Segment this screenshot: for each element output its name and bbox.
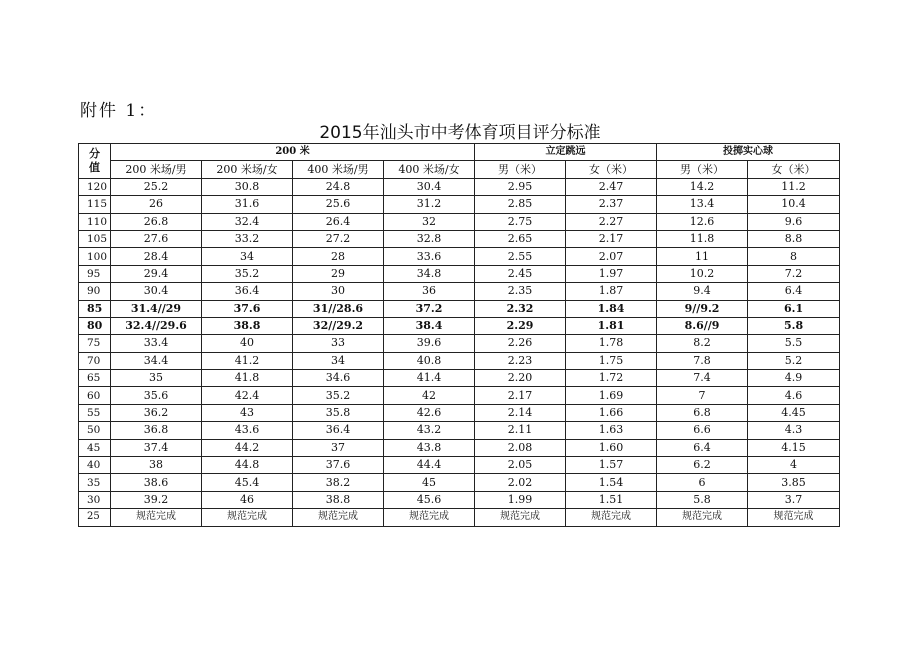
value-cell: 规范完成 <box>384 509 475 526</box>
value-cell: 32 <box>384 213 475 230</box>
table-row <box>79 248 840 265</box>
value-cell: 32.8 <box>384 230 475 247</box>
subheader-ball-male: 男（米） <box>657 161 748 178</box>
value-cell: 6.2 <box>657 457 748 474</box>
table-row <box>79 317 840 334</box>
value-cell: 1.84 <box>566 300 657 317</box>
value-cell: 28.4 <box>111 248 202 265</box>
value-cell: 规范完成 <box>657 509 748 526</box>
value-cell: 28 <box>293 248 384 265</box>
value-cell: 2.65 <box>475 230 566 247</box>
value-cell: 41.8 <box>202 370 293 387</box>
table-row <box>79 213 840 230</box>
value-cell: 37.2 <box>384 300 475 317</box>
value-cell: 27.6 <box>111 230 202 247</box>
value-cell: 13.4 <box>657 196 748 213</box>
value-cell: 33.4 <box>111 335 202 352</box>
subheader-200m-male: 200 米场/男 <box>111 161 202 178</box>
value-cell: 38 <box>111 457 202 474</box>
sub-header-row <box>79 161 840 178</box>
score-cell: 40 <box>79 457 111 474</box>
subheader-ball-female: 女（米） <box>748 161 840 178</box>
value-cell: 4 <box>748 457 840 474</box>
value-cell: 43.2 <box>384 422 475 439</box>
table-row <box>79 178 840 195</box>
value-cell: 43.6 <box>202 422 293 439</box>
value-cell: 7.8 <box>657 352 748 369</box>
value-cell: 1.78 <box>566 335 657 352</box>
value-cell: 6.4 <box>748 283 840 300</box>
value-cell: 2.85 <box>475 196 566 213</box>
value-cell: 规范完成 <box>202 509 293 526</box>
value-cell: 37 <box>293 439 384 456</box>
score-cell: 45 <box>79 439 111 456</box>
value-cell: 2.75 <box>475 213 566 230</box>
value-cell: 42.6 <box>384 404 475 421</box>
score-cell: 110 <box>79 213 111 230</box>
value-cell: 1.72 <box>566 370 657 387</box>
group-header-row <box>79 144 840 161</box>
value-cell: 1.97 <box>566 265 657 282</box>
value-cell: 33 <box>293 335 384 352</box>
value-cell: 1.99 <box>475 491 566 508</box>
value-cell: 35.2 <box>202 265 293 282</box>
value-cell: 7.2 <box>748 265 840 282</box>
value-cell: 30 <box>293 283 384 300</box>
value-cell: 38.6 <box>111 474 202 491</box>
table-row <box>79 439 840 456</box>
score-cell: 60 <box>79 387 111 404</box>
value-cell: 30.4 <box>111 283 202 300</box>
value-cell: 39.6 <box>384 335 475 352</box>
score-cell: 105 <box>79 230 111 247</box>
value-cell: 2.05 <box>475 457 566 474</box>
value-cell: 40.8 <box>384 352 475 369</box>
value-cell: 2.32 <box>475 300 566 317</box>
value-cell: 32.4//29.6 <box>111 317 202 334</box>
value-cell: 43.8 <box>384 439 475 456</box>
table-row <box>79 283 840 300</box>
table-row <box>79 491 840 508</box>
value-cell: 25.2 <box>111 178 202 195</box>
value-cell: 2.17 <box>566 230 657 247</box>
value-cell: 1.81 <box>566 317 657 334</box>
value-cell: 45.6 <box>384 491 475 508</box>
subheader-jump-male: 男（米） <box>475 161 566 178</box>
score-cell: 100 <box>79 248 111 265</box>
table-row <box>79 387 840 404</box>
value-cell: 40 <box>202 335 293 352</box>
value-cell: 41.2 <box>202 352 293 369</box>
value-cell: 35.2 <box>293 387 384 404</box>
value-cell: 35 <box>111 370 202 387</box>
value-cell: 9.4 <box>657 283 748 300</box>
value-cell: 44.2 <box>202 439 293 456</box>
value-cell: 1.57 <box>566 457 657 474</box>
value-cell: 2.07 <box>566 248 657 265</box>
value-cell: 34.4 <box>111 352 202 369</box>
value-cell: 7 <box>657 387 748 404</box>
value-cell: 2.23 <box>475 352 566 369</box>
value-cell: 30.4 <box>384 178 475 195</box>
value-cell: 35.8 <box>293 404 384 421</box>
score-cell: 25 <box>79 509 111 526</box>
value-cell: 34 <box>293 352 384 369</box>
subheader-400m-male: 400 米场/男 <box>293 161 384 178</box>
score-cell: 120 <box>79 178 111 195</box>
value-cell: 38.8 <box>293 491 384 508</box>
score-cell: 65 <box>79 370 111 387</box>
value-cell: 2.55 <box>475 248 566 265</box>
value-cell: 31.2 <box>384 196 475 213</box>
value-cell: 6.6 <box>657 422 748 439</box>
value-cell: 1.51 <box>566 491 657 508</box>
table-row <box>79 370 840 387</box>
value-cell: 29.4 <box>111 265 202 282</box>
score-cell: 90 <box>79 283 111 300</box>
value-cell: 26.4 <box>293 213 384 230</box>
value-cell: 31//28.6 <box>293 300 384 317</box>
value-cell: 1.87 <box>566 283 657 300</box>
value-cell: 45.4 <box>202 474 293 491</box>
value-cell: 37.6 <box>202 300 293 317</box>
value-cell: 1.66 <box>566 404 657 421</box>
value-cell: 42 <box>384 387 475 404</box>
value-cell: 34.6 <box>293 370 384 387</box>
value-cell: 4.15 <box>748 439 840 456</box>
value-cell: 8.6//9 <box>657 317 748 334</box>
value-cell: 2.26 <box>475 335 566 352</box>
score-cell: 35 <box>79 474 111 491</box>
value-cell: 26.8 <box>111 213 202 230</box>
score-cell: 70 <box>79 352 111 369</box>
value-cell: 36.4 <box>293 422 384 439</box>
table-row <box>79 474 840 491</box>
value-cell: 46 <box>202 491 293 508</box>
value-cell: 2.35 <box>475 283 566 300</box>
value-cell: 34 <box>202 248 293 265</box>
value-cell: 44.4 <box>384 457 475 474</box>
value-cell: 38.4 <box>384 317 475 334</box>
value-cell: 11.2 <box>748 178 840 195</box>
value-cell: 37.6 <box>293 457 384 474</box>
table-row <box>79 230 840 247</box>
score-cell: 55 <box>79 404 111 421</box>
score-column-header <box>79 144 111 179</box>
table-row <box>79 422 840 439</box>
page-title: 2015年汕头市中考体育项目评分标准 <box>319 123 601 143</box>
score-cell: 30 <box>79 491 111 508</box>
value-cell: 2.95 <box>475 178 566 195</box>
value-cell: 36.2 <box>111 404 202 421</box>
value-cell: 规范完成 <box>475 509 566 526</box>
value-cell: 29 <box>293 265 384 282</box>
value-cell: 6.1 <box>748 300 840 317</box>
subheader-jump-female: 女（米） <box>566 161 657 178</box>
value-cell: 2.27 <box>566 213 657 230</box>
value-cell: 2.45 <box>475 265 566 282</box>
value-cell: 11 <box>657 248 748 265</box>
value-cell: 2.20 <box>475 370 566 387</box>
value-cell: 32.4 <box>202 213 293 230</box>
value-cell: 6.8 <box>657 404 748 421</box>
value-cell: 2.29 <box>475 317 566 334</box>
score-cell: 75 <box>79 335 111 352</box>
value-cell: 35.6 <box>111 387 202 404</box>
value-cell: 9//9.2 <box>657 300 748 317</box>
group-header-shot-put: 投掷实心球 <box>657 144 840 161</box>
score-table <box>78 143 840 527</box>
value-cell: 1.63 <box>566 422 657 439</box>
score-cell: 95 <box>79 265 111 282</box>
value-cell: 39.2 <box>111 491 202 508</box>
value-cell: 6.4 <box>657 439 748 456</box>
value-cell: 31.4//29 <box>111 300 202 317</box>
value-cell: 2.11 <box>475 422 566 439</box>
value-cell: 6 <box>657 474 748 491</box>
table-row <box>79 196 840 213</box>
value-cell: 8 <box>748 248 840 265</box>
value-cell: 9.6 <box>748 213 840 230</box>
value-cell: 1.54 <box>566 474 657 491</box>
value-cell: 11.8 <box>657 230 748 247</box>
value-cell: 1.69 <box>566 387 657 404</box>
value-cell: 25.6 <box>293 196 384 213</box>
value-cell: 12.6 <box>657 213 748 230</box>
value-cell: 36.8 <box>111 422 202 439</box>
value-cell: 4.9 <box>748 370 840 387</box>
value-cell: 26 <box>111 196 202 213</box>
score-header-bottom: 值 <box>89 160 100 174</box>
value-cell: 43 <box>202 404 293 421</box>
value-cell: 规范完成 <box>566 509 657 526</box>
value-cell: 33.6 <box>384 248 475 265</box>
value-cell: 44.8 <box>202 457 293 474</box>
value-cell: 3.85 <box>748 474 840 491</box>
group-header-200m: 200 米 <box>111 144 475 161</box>
value-cell: 2.08 <box>475 439 566 456</box>
value-cell: 4.6 <box>748 387 840 404</box>
value-cell: 8.8 <box>748 230 840 247</box>
value-cell: 1.60 <box>566 439 657 456</box>
table-row <box>79 404 840 421</box>
value-cell: 2.17 <box>475 387 566 404</box>
score-header-top: 分 <box>89 146 100 160</box>
table-row <box>79 457 840 474</box>
value-cell: 1.75 <box>566 352 657 369</box>
value-cell: 30.8 <box>202 178 293 195</box>
value-cell: 14.2 <box>657 178 748 195</box>
table-row <box>79 509 840 526</box>
score-cell: 80 <box>79 317 111 334</box>
table-row <box>79 352 840 369</box>
value-cell: 4.3 <box>748 422 840 439</box>
score-cell: 85 <box>79 300 111 317</box>
value-cell: 2.47 <box>566 178 657 195</box>
attachment-label: 附件 1： <box>80 101 158 121</box>
value-cell: 27.2 <box>293 230 384 247</box>
subheader-200m-female: 200 米场/女 <box>202 161 293 178</box>
value-cell: 2.14 <box>475 404 566 421</box>
value-cell: 规范完成 <box>748 509 840 526</box>
value-cell: 10.2 <box>657 265 748 282</box>
value-cell: 2.37 <box>566 196 657 213</box>
value-cell: 31.6 <box>202 196 293 213</box>
subheader-400m-female: 400 米场/女 <box>384 161 475 178</box>
value-cell: 5.5 <box>748 335 840 352</box>
value-cell: 33.2 <box>202 230 293 247</box>
value-cell: 36.4 <box>202 283 293 300</box>
value-cell: 5.2 <box>748 352 840 369</box>
value-cell: 规范完成 <box>293 509 384 526</box>
value-cell: 10.4 <box>748 196 840 213</box>
value-cell: 7.4 <box>657 370 748 387</box>
value-cell: 41.4 <box>384 370 475 387</box>
score-cell: 115 <box>79 196 111 213</box>
value-cell: 36 <box>384 283 475 300</box>
value-cell: 5.8 <box>748 317 840 334</box>
value-cell: 38.2 <box>293 474 384 491</box>
value-cell: 规范完成 <box>111 509 202 526</box>
value-cell: 2.02 <box>475 474 566 491</box>
value-cell: 3.7 <box>748 491 840 508</box>
value-cell: 32//29.2 <box>293 317 384 334</box>
value-cell: 34.8 <box>384 265 475 282</box>
value-cell: 8.2 <box>657 335 748 352</box>
value-cell: 38.8 <box>202 317 293 334</box>
value-cell: 5.8 <box>657 491 748 508</box>
value-cell: 24.8 <box>293 178 384 195</box>
value-cell: 45 <box>384 474 475 491</box>
table-row <box>79 335 840 352</box>
table-row <box>79 265 840 282</box>
table-row <box>79 300 840 317</box>
value-cell: 42.4 <box>202 387 293 404</box>
group-header-long-jump: 立定跳远 <box>475 144 657 161</box>
value-cell: 37.4 <box>111 439 202 456</box>
value-cell: 4.45 <box>748 404 840 421</box>
score-cell: 50 <box>79 422 111 439</box>
